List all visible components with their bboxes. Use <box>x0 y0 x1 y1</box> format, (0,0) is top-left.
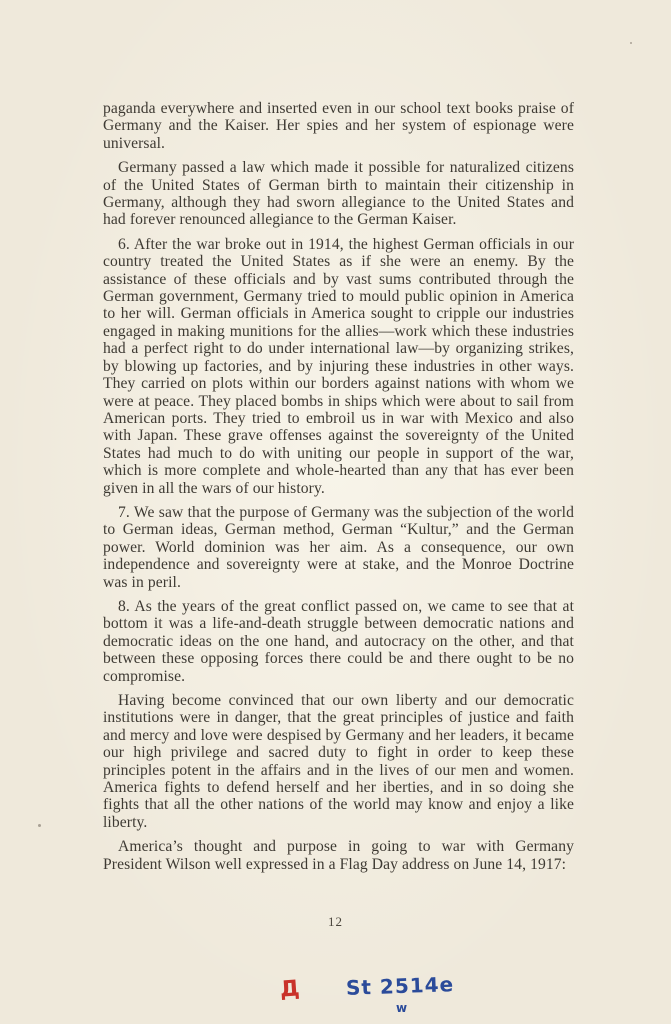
paper-speck <box>630 42 632 44</box>
handwritten-catalog-code: St 2514e <box>345 972 455 1000</box>
red-ink-mark: Д <box>279 976 301 1003</box>
paragraph-continuation: paganda everywhere and inserted even in our school text books praise of Germany and the Kaiser. Her spies and her system of espionage were universal. <box>103 100 574 152</box>
page-number: 12 <box>328 914 343 929</box>
paragraph-section-7: 7. We saw that the purpose of Germany was the subjection of the world to German ideas, German method, German “Kultur,” and the German power. World dominion was her aim. As a consequence, our own independence and sovereignty were at stake, and the Monroe Doctrine was in peril. <box>103 503 574 591</box>
paragraph-wilson-quote-intro: America’s thought and purpose in going to war with Germany President Wilson well expressed in a Flag Day address on June 14, 1917: <box>103 838 574 873</box>
paragraph-section-8: 8. As the years of the great conflict passed on, we came to see that at bottom it was a life-and-death struggle between democratic nations and democratic ideas on the one hand, and autocracy on the other, and that between these opposing forces there could be and there ought to be no compromise. <box>103 597 574 685</box>
paragraph-liberty: Having become convinced that our own liberty and our democratic institutions were in danger, that the great principles of justice and faith and mercy and love were despised by Germany and her leaders, it became our high privilege and sacred duty to fight in order to keep these principles potent in the affairs and in the lives of our men and women. America fights to defend herself and her iberties, and in so doing she fights that all the other nations of the world may know and enjoy a like liberty. <box>103 692 574 831</box>
handwritten-sub-mark: w <box>396 1001 408 1015</box>
body-text <box>103 100 574 880</box>
paragraph-naturalization: Germany passed a law which made it possible for naturalized citizens of the United States of German birth to maintain their citizenship in Germany, although they had sworn allegiance to the United States and had forever renounced allegiance to the German Kaiser. <box>103 159 574 229</box>
paragraph-section-6: 6. After the war broke out in 1914, the highest German officials in our country treated the United States as if she were an enemy. By the assistance of these officials and by vast sums contributed through the German government, Germany tried to mould public opinion in America to her will. German officials in America sought to cripple our industries engaged in making munitions for the allies—work which these industries had a perfect right to do under international law—by organizing strikes, by blowing up factories, and by injuring these industries in other ways. They carried on plots within our borders against nations with whom we were at peace. They placed bombs in ships which were about to sail from American ports. They tried to embroil us in war with Mexico and also with Japan. These grave offenses against the sovereignty of the United States had much to do with uniting our people in support of the war, which is more complete and whole-hearted than any that has ever been given in all the wars of our history. <box>103 235 574 497</box>
paper-speck <box>38 824 41 827</box>
